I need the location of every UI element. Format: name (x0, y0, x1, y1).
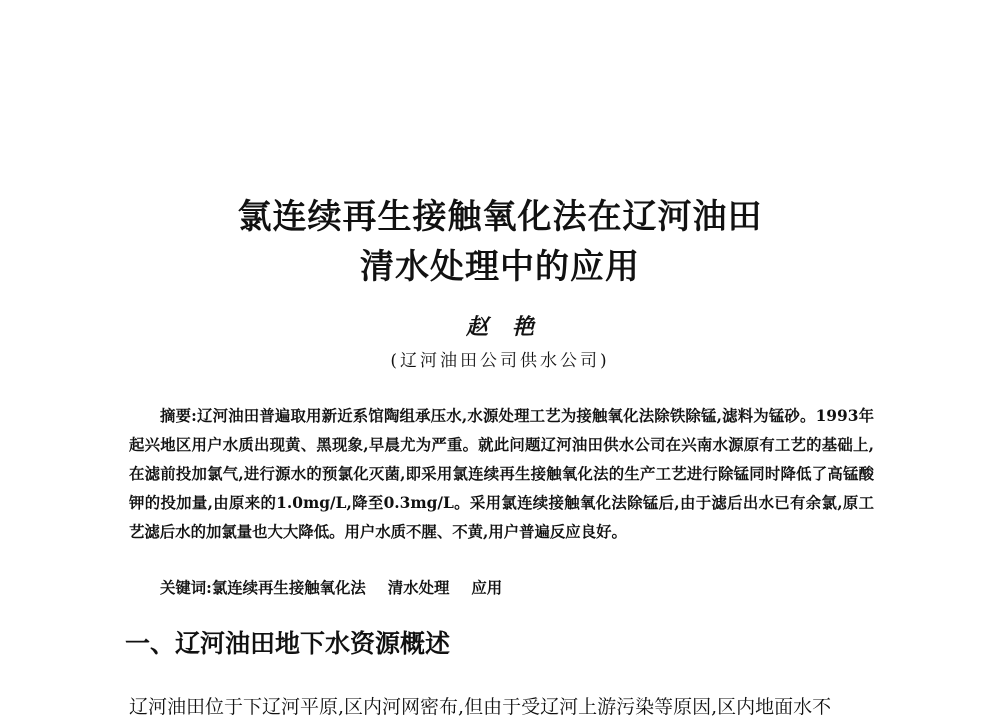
section-body-text: 辽河油田位于下辽河平原,区内河网密布,但由于受辽河上游污染等原因,区内地面水不 (129, 696, 832, 717)
paper-title-line-1: 氯连续再生接触氧化法在辽河油田 (237, 197, 763, 237)
author-name: 赵艳 (465, 314, 558, 340)
keyword: 应用 (471, 579, 503, 597)
abstract-label: 摘要: (160, 407, 197, 425)
abstract-text: 辽河油田普遍取用新近系馆陶组承压水,水源处理工艺为接触氧化法除铁除锰,滤料为锰砂。1993年起兴地区用户水质出现黄、黑现象,早晨尤为严重。就此问题辽河油田供水公司在兴南水源原有工艺的基础上,在滤前投加氯气,进行源水的预氯化灭菌,即采用氯连续再生接触氧化法的生产工艺进行除锰同时降低了高锰酸钾的投加量,由原来的1.0mg/L,降至0.3mg/L。采用氯连续接触氧化法除锰后,由于滤后出水已有余氯,原工艺滤后水的加氯量也大大降低。用户水质不腥、不黄,用户普遍反应良好。 (129, 407, 874, 541)
keywords-label: 关键词: (160, 579, 212, 597)
abstract (129, 402, 874, 547)
keywords (160, 576, 874, 600)
author-affiliation: (辽河油田公司供水公司) (390, 351, 610, 371)
keyword: 清水处理 (387, 579, 450, 597)
keyword: 氯连续再生接触氧化法 (211, 579, 366, 597)
paper-title-line-2: 清水处理中的应用 (360, 247, 640, 287)
section-heading: 一、辽河油田地下水资源概述 (125, 629, 451, 658)
